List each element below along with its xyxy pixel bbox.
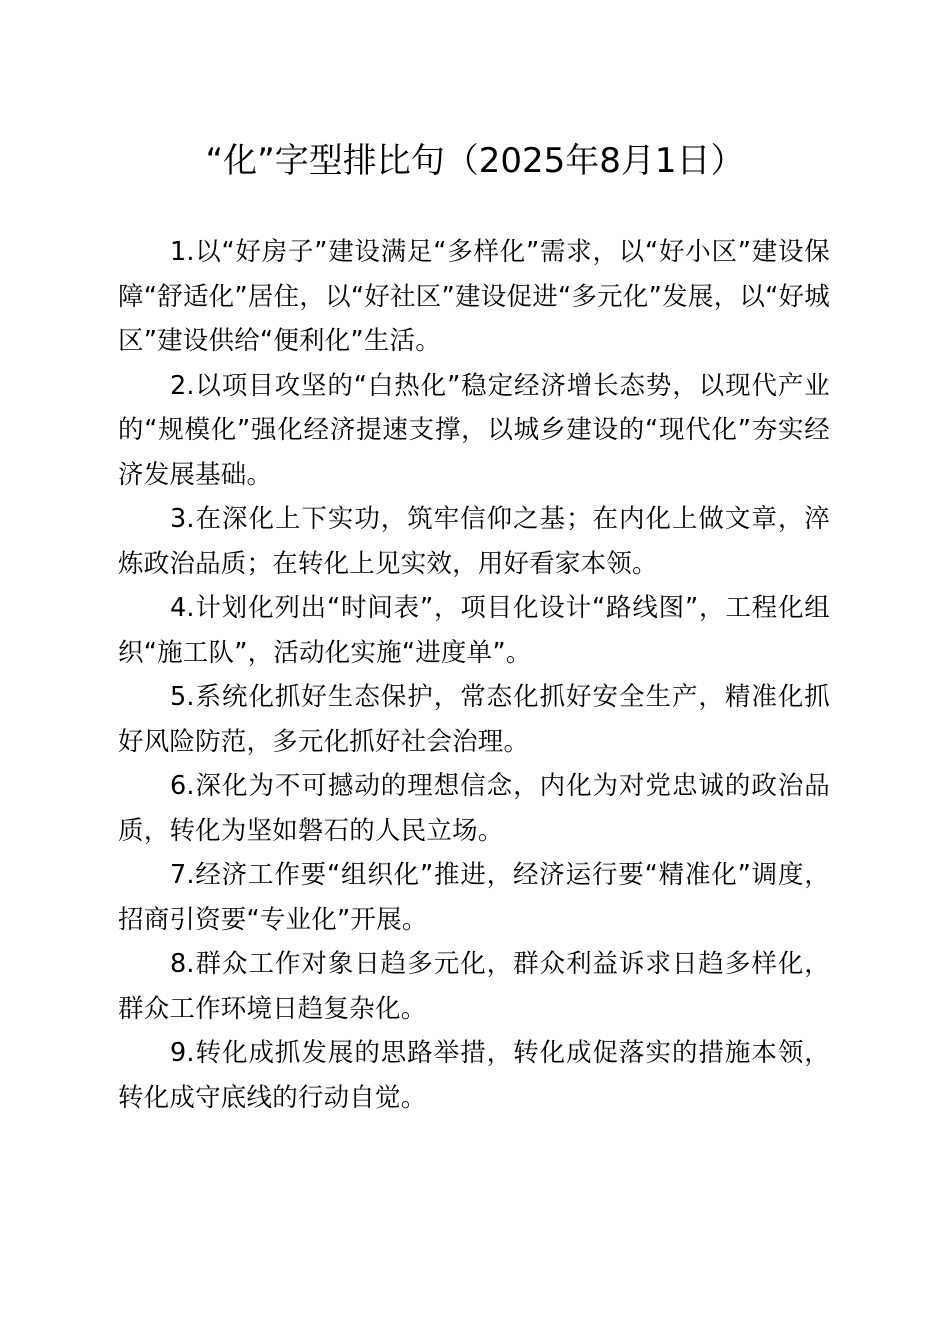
- paragraph-5: 5.系统化抓好生态保护，常态化抓好安全生产，精准化抓好风险防范，多元化抓好社会治理。: [118, 682, 830, 757]
- paragraph-1: 1.以“好房子”建设满足“多样化”需求，以“好小区”建设保障“舒适化”居住，以“好社区”建设促进“多元化”发展，以“好城区”建设供给“便利化”生活。: [118, 237, 830, 356]
- paragraph-3: 3.在深化上下实功，筑牢信仰之基；在内化上做文章，淬炼政治品质；在转化上见实效，用好看家本领。: [118, 504, 830, 579]
- document-title: “化”字型排比句（2025年8月1日）: [205, 141, 745, 181]
- paragraph-8: 8.群众工作对象日趋多元化，群众利益诉求日趋多样化，群众工作环境日趋复杂化。: [118, 949, 830, 1024]
- paragraph-9: 9.转化成抓发展的思路举措，转化成促落实的措施本领，转化成守底线的行动自觉。: [118, 1038, 830, 1113]
- document-body: [118, 230, 830, 1120]
- paragraph-2: 2.以项目攻坚的“白热化”稳定经济增长态势，以现代产业的“规模化”强化经济提速支撑，以城乡建设的“现代化”夯实经济发展基础。: [118, 370, 830, 490]
- paragraph-6: 6.深化为不可撼动的理想信念，内化为对党忠诚的政治品质，转化为坚如磐石的人民立场。: [118, 771, 830, 846]
- paragraph-7: 7.经济工作要“组织化”推进，经济运行要“精准化”调度，招商引资要“专业化”开展。: [118, 860, 830, 935]
- paragraph-4: 4.计划化列出“时间表”，项目化设计“路线图”，工程化组织“施工队”，活动化实施“进度单”。: [118, 593, 830, 668]
